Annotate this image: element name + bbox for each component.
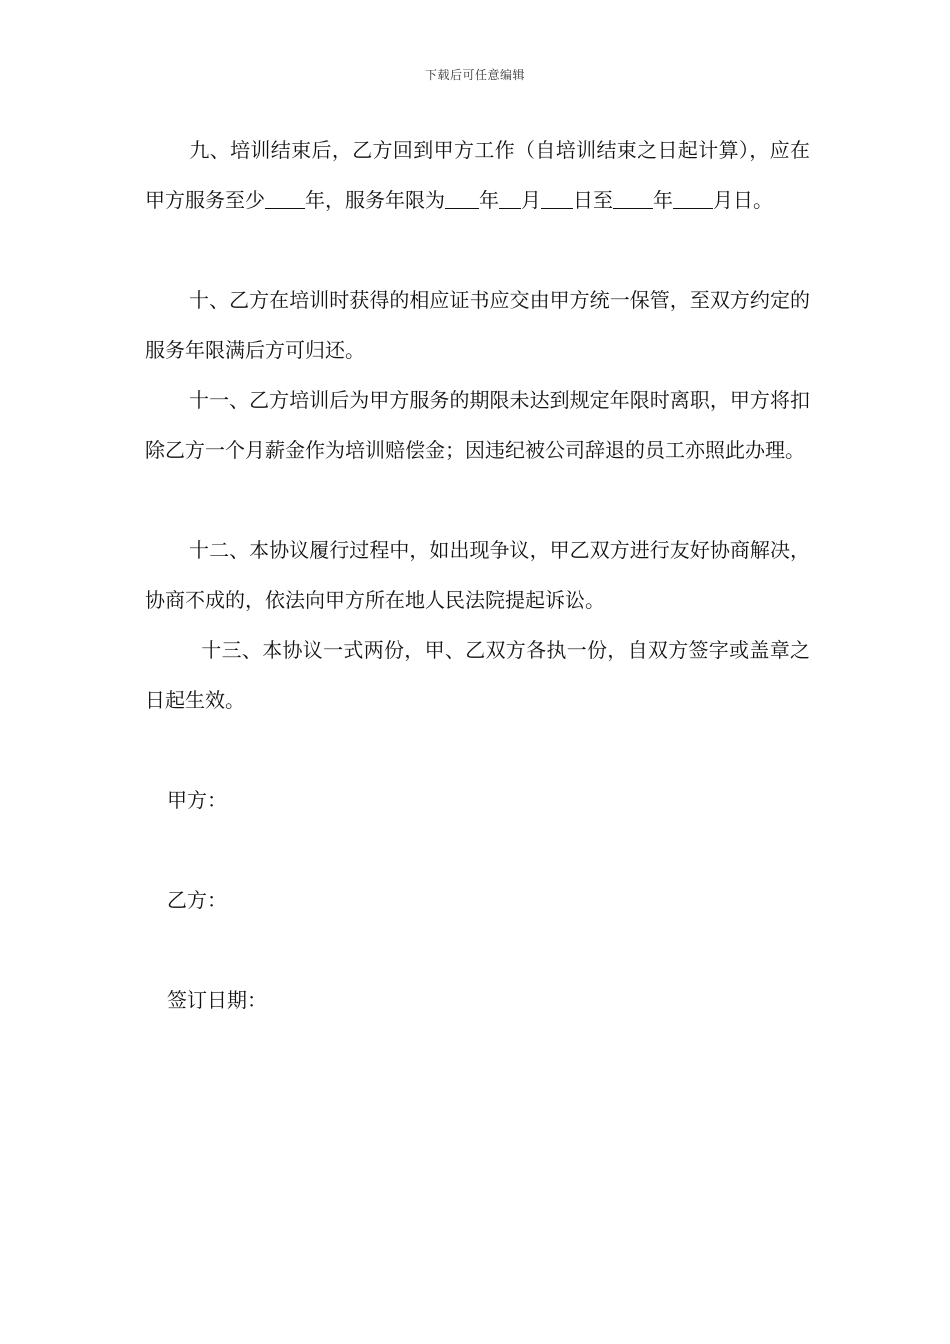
clause-9-part8: 日。	[733, 188, 773, 212]
blank-start-month	[499, 188, 521, 209]
signing-date: 签订日期：	[167, 988, 267, 1012]
blank-start-year	[445, 188, 479, 209]
clause-10-text: 十、乙方在培训时获得的相应证书应交由甲方统一保管，至双方约定的服务年限满后方可归还。	[145, 288, 810, 362]
clause-13	[145, 625, 810, 725]
party-a-signature: 甲方：	[167, 788, 227, 812]
blank-min-years	[265, 188, 305, 209]
clause-12-text: 十二、本协议履行过程中，如出现争议，甲乙双方进行友好协商解决，协商不成的，依法向甲方所在地人民法院提起诉讼。	[145, 538, 810, 612]
clause-11	[145, 375, 810, 475]
clause-9-part7: 月	[713, 188, 733, 212]
blank-end-month	[673, 188, 713, 209]
clause-9-part6: 年	[653, 188, 673, 212]
clause-10	[145, 275, 810, 375]
blank-end-year	[613, 188, 653, 209]
clause-11-text: 十一、乙方培训后为甲方服务的期限未达到规定年限时离职，甲方将扣除乙方一个月薪金作为培训赔偿金；因违纪被公司辞退的员工亦照此办理。	[145, 388, 810, 462]
clause-9	[145, 125, 810, 225]
page-header: 下载后可任意编辑	[424, 68, 525, 82]
party-b-signature: 乙方：	[167, 888, 227, 912]
blank-start-day	[541, 188, 573, 209]
clause-9-part1: 九、培训结束后，乙方回到甲方工作（自培训结束之日起计算），应在甲方服务至少	[145, 138, 810, 212]
clause-9-part2: 年，服务年限为	[305, 188, 445, 212]
clause-12	[145, 525, 810, 625]
clause-9-part4: 月	[521, 188, 541, 212]
clause-9-part3: 年	[479, 188, 499, 212]
clause-13-text: 十三、本协议一式两份，甲、乙双方各执一份，自双方签字或盖章之日起生效。	[145, 638, 810, 712]
clause-9-part5: 日至	[573, 188, 613, 212]
